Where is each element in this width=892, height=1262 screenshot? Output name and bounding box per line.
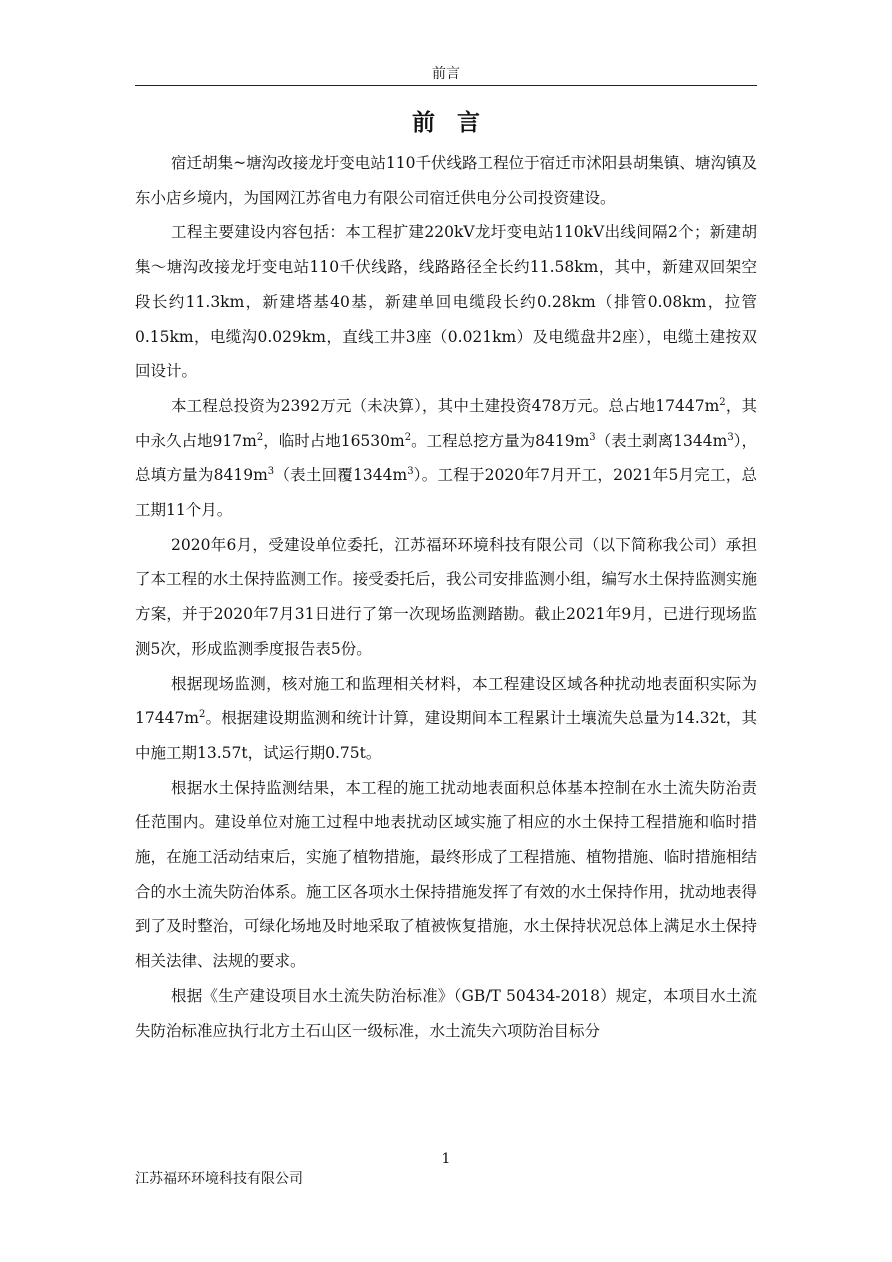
superscript-3: 3 xyxy=(267,466,275,478)
paragraph-7: 根据《生产建设项目水土流失防治标准》（GB/T 50434-2018）规定，本项目水土流失防治标准应执行北方土石山区一级标准，水土流失六项防治目标分 xyxy=(135,986,757,1040)
page-number: 1 xyxy=(441,1151,451,1167)
superscript-2: 2 xyxy=(719,396,726,408)
paragraph-4: 2020年6月，受建设单位委托，江苏福环环境科技有限公司（以下简称我公司）承担了本工程的水土保持监测工作。接受委托后，我公司安排监测小组，编写水土保持监测实施方案，并于2020年7月31日进行了第一次现场监测踏勘。截止2021年9月，已进行现场监测5次，形成监测季度报告表5份。 xyxy=(135,535,757,658)
body-text xyxy=(135,146,757,1048)
paragraph-1: 宿迁胡集~塘沟改接龙圩变电站110千伏线路工程位于宿迁市沭阳县胡集镇、塘沟镇及东小店乡境内，为国网江苏省电力有限公司宿迁供电分公司投资建设。 xyxy=(135,154,757,207)
paragraph-5-text-b: 。根据建设期监测和统计计算，建设期间本工程累计土壤流失总量为14.32t，其中施工期13.57t，试运行期0.75t。 xyxy=(135,709,757,762)
running-header: 前言 xyxy=(432,66,460,82)
paragraph-3-text-h: ）。工程于2020年7月开工，2021年5月完工，总工期11个月。 xyxy=(135,466,757,520)
page-title: 前言 xyxy=(412,109,502,136)
paragraph-2: 工程主要建设内容包括：本工程扩建220kV龙圩变电站110kV出线间隔2个；新建胡集～塘沟改接龙圩变电站110千伏线路，线路路径全长约11.58km，其中，新建双回架空段长约11.3km，新建塔基40基，新建单回电缆段长约0.28km（排管0.08km，拉管0.15km，电缆沟0.029km，直线工井3座（0.021km）及电缆盘井2座），电缆土建按双回设计。 xyxy=(135,223,757,381)
paragraph-3-text-e: （表土剥离1344m xyxy=(595,431,728,450)
paragraph-3-text-f: ），总填方量为8419m xyxy=(135,431,757,485)
superscript-2: 2 xyxy=(256,431,264,443)
paragraph-3-text-g: （表土回覆1344m xyxy=(274,466,408,485)
paragraph-3-text-c: ，临时占地16530m xyxy=(263,431,405,450)
superscript-3: 3 xyxy=(727,431,734,443)
paragraph-3 xyxy=(135,389,757,528)
paragraph-6: 根据水土保持监测结果，本工程的施工扰动地表面积总体基本控制在水土流失防治责任范围内。建设单位对施工过程中地表扰动区域实施了相应的水土保持工程措施和临时措施，在施工活动结束后，实施了植物措施，最终形成了工程措施、植物措施、临时措施相结合的水土流失防治体系。施工区各项水土保持措施发挥了有效的水土保持作用，扰动地表得到了及时整治，可绿化场地及时地采取了植被恢复措施，水土保持状况总体上满足水土保持相关法律、法规的要求。 xyxy=(135,778,757,971)
superscript-3: 3 xyxy=(407,466,414,478)
superscript-2: 2 xyxy=(199,709,206,721)
paragraph-3-text-d: 。工程总挖方量为8419m xyxy=(411,431,590,450)
paragraph-5 xyxy=(135,667,757,771)
superscript-3: 3 xyxy=(589,431,596,443)
footer-company-name: 江苏福环环境科技有限公司 xyxy=(135,1171,303,1187)
superscript-2: 2 xyxy=(404,431,412,443)
paragraph-3-text-a: 本工程总投资为2392万元（未决算），其中土建投资478万元。总占地17447m xyxy=(171,396,720,415)
paragraph-3-text-b: ，其中永久占地917m xyxy=(135,396,757,450)
header-divider xyxy=(135,85,757,86)
paragraph-5-text-a: 根据现场监测，核对施工和监理相关材料，本工程建设区域各种扰动地表面积实际为17447m xyxy=(135,674,757,728)
